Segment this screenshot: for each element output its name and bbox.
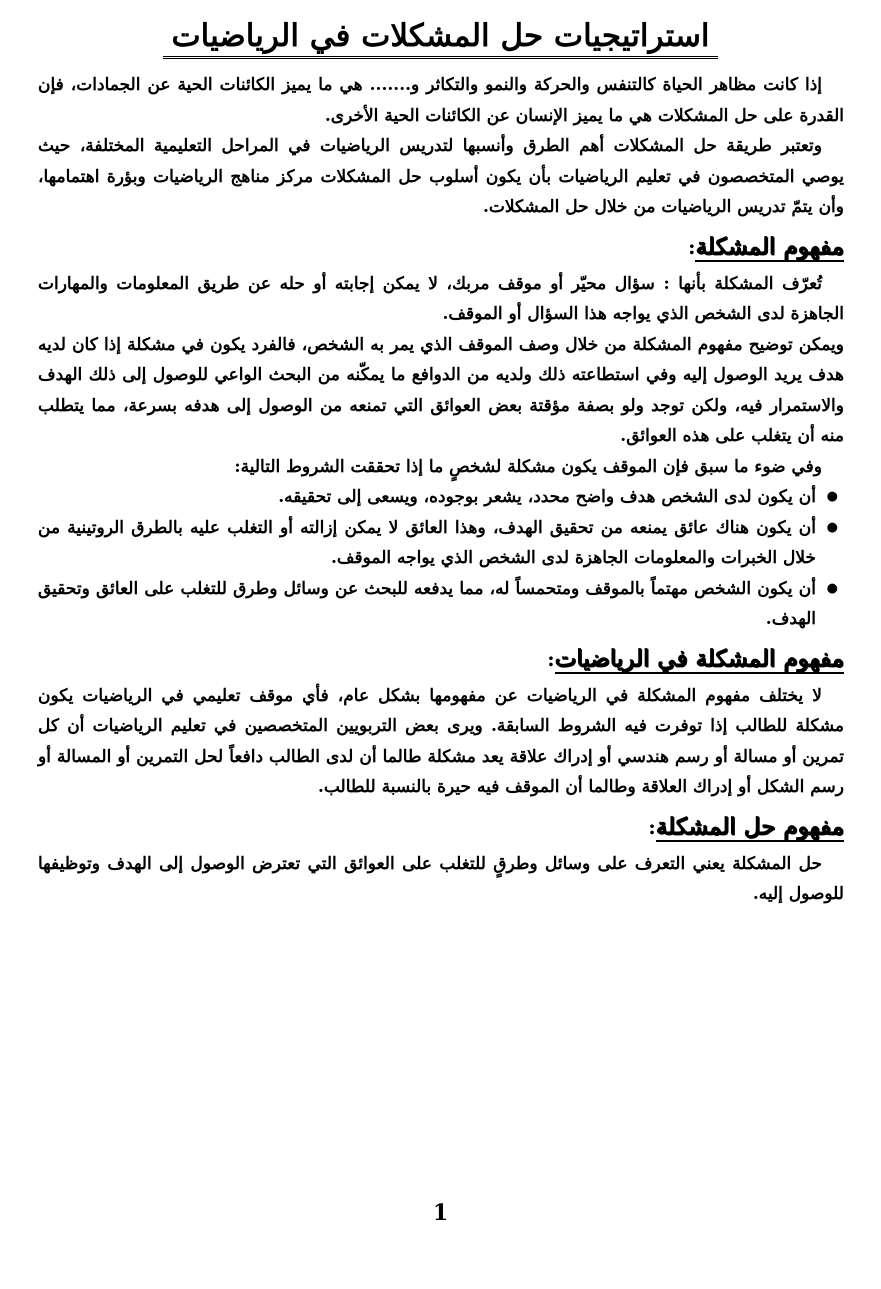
- list-item-text: أن يكون الشخص مهتماً بالموقف ومتحمساً له، مما يدفعه للبحث عن وسائل وطرق للتغلب على العائق وتحقيق الهدف.: [38, 578, 816, 629]
- page-title: [0, 14, 881, 59]
- section1-paragraph-1: تُعرّف المشكلة بأنها : سؤال محيّر أو موقف مربك، لا يمكن إجابته أو حله عن طريق المعلومات والمهارات الجاهزة لدى الشخص الذي يواجه هذا السؤال أو الموقف.: [38, 273, 844, 324]
- conditions-list: [38, 482, 844, 635]
- title-text: استراتيجيات حل المشكلات في الرياضيات: [163, 16, 717, 59]
- list-item-text: أن يكون لدى الشخص هدف واضح محدد، يشعر بوجوده، ويسعى إلى تحقيقه.: [278, 487, 816, 507]
- list-item: [38, 513, 838, 574]
- document-body: [38, 70, 844, 910]
- page-number: 1: [432, 1200, 449, 1226]
- intro-paragraph-2: وتعتبر طريقة حل المشكلات أهم الطرق وأنسبها لتدريس الرياضيات في المراحل التعليمية المختلفة، حيث يوصي المتخصصون في تعليم الرياضيات بأن يكون أسلوب حل المشكلات مركز مناهج الرياضيات وبؤرة اهتمامها، وأن يتمّ تدريس الرياضيات من خلال حل المشكلات.: [38, 136, 844, 217]
- bullet-icon: ●: [826, 519, 838, 535]
- section-heading-text: مفهوم المشكلة: [695, 232, 844, 260]
- section-heading-math-problem: [38, 641, 844, 677]
- heading-colon: :: [688, 234, 696, 259]
- section1-paragraph-3: وفي ضوء ما سبق فإن الموقف يكون مشكلة لشخصٍ ما إذا تحققت الشروط التالية:: [234, 456, 822, 477]
- section1-paragraph-2: ويمكن توضيح مفهوم المشكلة من خلال وصف الموقف الذي يمر به الشخص، فالفرد يكون في مشكلة إذا كان لديه هدف يريد الوصول إليه وفي استطاعته ذلك ولديه من الدوافع ما يمكّنه من البحث الواعي للوصول إلى ذلك الهدف والاستمرار فيه، ولكن توجد ولو بصفة مؤقتة بعض العوائق التي تمنعه من الوصول إلى هدفه بسرعة، مما يتطلب منه أن يتغلب على هذه العوائق.: [38, 334, 844, 446]
- section2-paragraph-1: لا يختلف مفهوم المشكلة في الرياضيات عن مفهومها بشكل عام، فأي موقف تعليمي في الرياضيات يكون مشكلة للطالب إذا توفرت فيه الشروط السابقة. ويرى بعض التربويين المتخصصين في تعليم الرياضيات أن كل تمرين أو مسالة أو رسم هندسي أو إدراك علاقة يعد مشكلة طالما أن لدى الطالب دافعاً لحل التمرين أو المسالة أو رسم الشكل أو إدراك العلاقة وطالما أن الموقف فيه حيرة بالنسبة للطالب.: [38, 685, 844, 797]
- heading-colon: :: [648, 814, 656, 839]
- section-heading-text: مفهوم حل المشكلة: [655, 812, 844, 840]
- section-heading-text: مفهوم المشكلة في الرياضيات: [554, 644, 844, 672]
- list-item: [38, 482, 838, 513]
- list-item: [38, 574, 838, 635]
- bullet-icon: ●: [826, 580, 838, 596]
- heading-colon: :: [547, 646, 555, 671]
- section3-paragraph-1: حل المشكلة يعني التعرف على وسائل وطرقٍ للتغلب على العوائق التي تعترض الوصول إلى الهدف وتوظيفها للوصول إليه.: [38, 853, 844, 904]
- section-heading-problem-concept: [38, 229, 844, 265]
- bullet-icon: ●: [826, 489, 838, 504]
- intro-paragraph-1: إذا كانت مظاهر الحياة كالتنفس والحركة والنمو والتكاثر و....... هي ما يميز الكائنات الحية عن الجمادات، فإن القدرة على حل المشكلات هي ما يميز الإنسان عن الكائنات الحية الأخرى.: [38, 75, 844, 126]
- section-heading-problem-solving: [38, 809, 844, 845]
- list-item-text: أن يكون هناك عائق يمنعه من تحقيق الهدف، وهذا العائق لا يمكن إزالته أو التغلب عليه بالطرق الروتينية من خلال الخبرات والمعلومات الجاهزة لدى الشخص الذي يواجه الموقف.: [38, 517, 816, 568]
